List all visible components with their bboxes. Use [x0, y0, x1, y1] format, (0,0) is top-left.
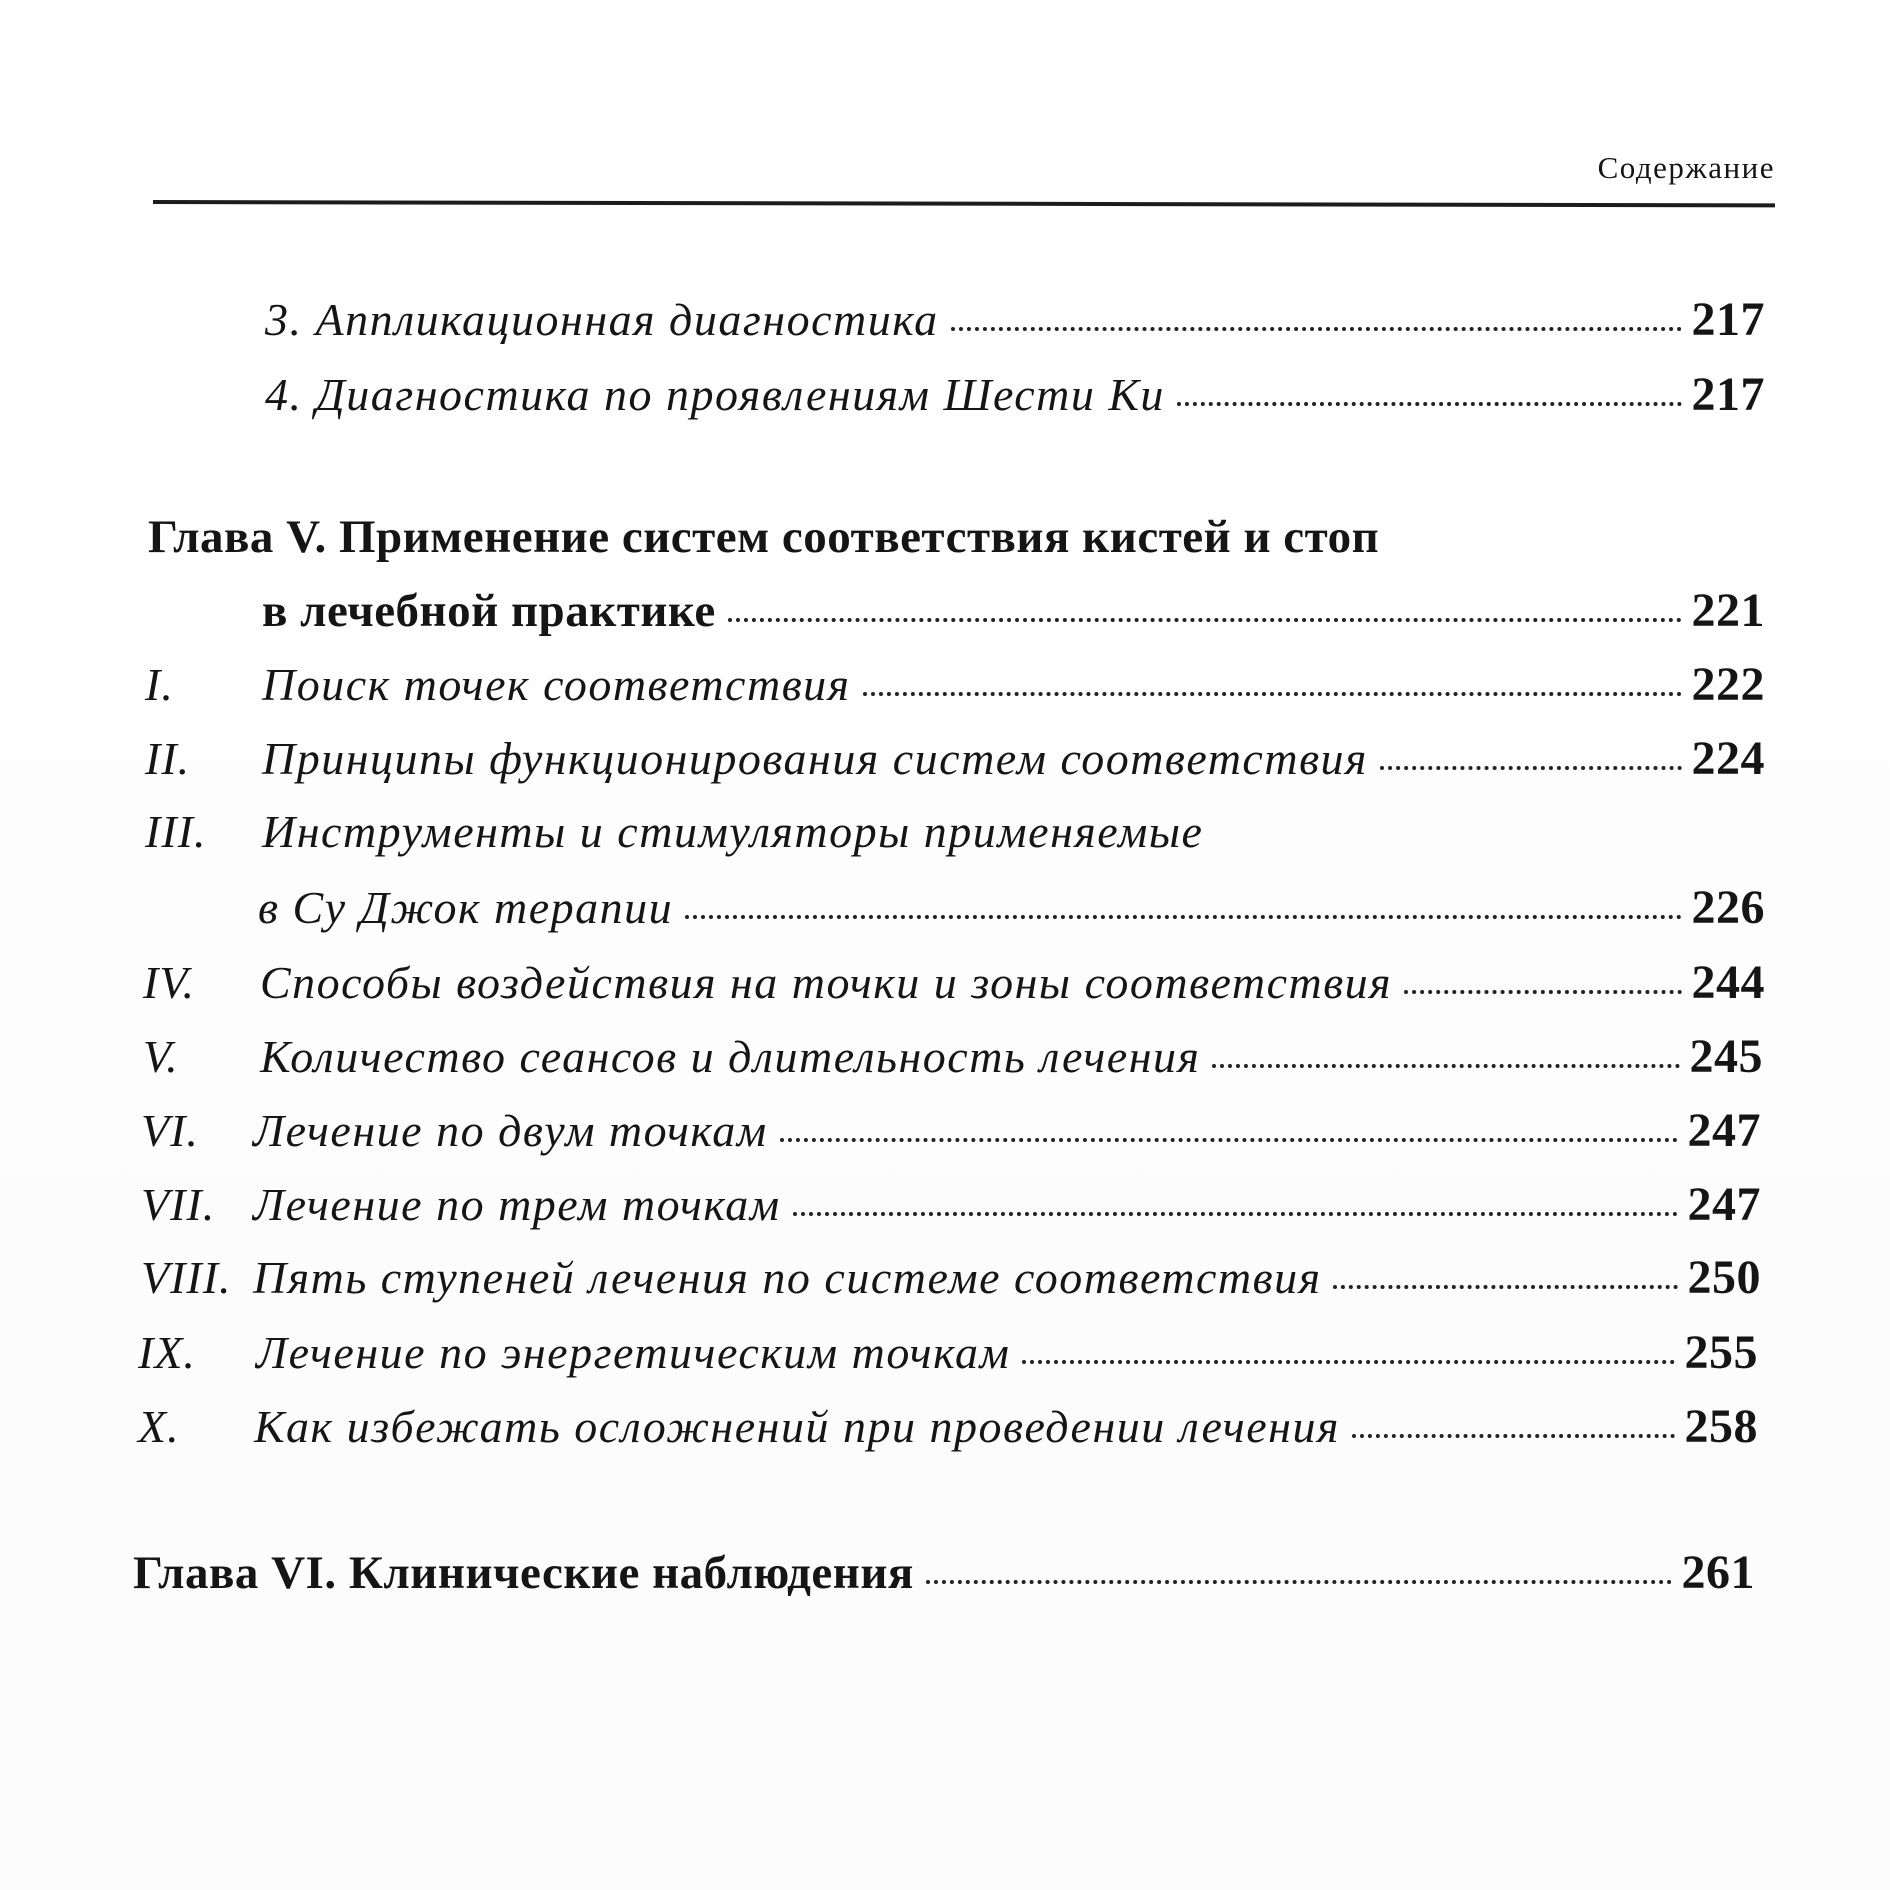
dot-leader — [780, 1138, 1678, 1142]
roman-numeral: VI. — [141, 1105, 199, 1156]
toc-entry — [145, 731, 1765, 786]
toc-entry — [141, 1177, 1761, 1232]
chapter-page: 221 — [1691, 584, 1765, 637]
toc-entry-title: Лечение по двум точкам — [253, 1105, 768, 1156]
roman-numeral: X. — [138, 1401, 180, 1452]
toc-entry-page: 247 — [1687, 1104, 1761, 1157]
toc-entry-title: Инструменты и стимуляторы применяемые — [262, 806, 1204, 857]
dot-leader — [728, 618, 1682, 622]
dot-leader — [1177, 402, 1682, 406]
toc-entry-title: Как избежать осложнений при проведении лечения — [254, 1401, 1340, 1452]
dot-leader — [1380, 766, 1682, 770]
dot-leader — [863, 692, 1682, 696]
dot-leader — [1333, 1285, 1677, 1289]
roman-numeral: I. — [145, 659, 174, 710]
chapter-page: 261 — [1681, 1546, 1755, 1599]
chapter-title: Глава V. Применение систем соответствия кистей и стоп — [148, 511, 1380, 563]
header-rule — [153, 200, 1775, 207]
toc-entry-title: 3. Аппликационная диагностика — [265, 294, 939, 345]
roman-numeral: IV. — [143, 957, 195, 1008]
roman-numeral: VIII. — [141, 1252, 232, 1303]
toc-entry-page: 247 — [1687, 1178, 1761, 1231]
toc-entry-page: 217 — [1691, 368, 1765, 421]
toc-entry-continued — [258, 880, 1765, 935]
chapter-heading — [133, 1545, 1755, 1600]
toc-entry-title: Принципы функционирования систем соответствия — [262, 733, 1368, 784]
dot-leader — [1212, 1064, 1679, 1068]
roman-numeral: III. — [145, 806, 207, 857]
toc-entry — [265, 292, 1765, 347]
toc-entry-page: 255 — [1684, 1326, 1758, 1379]
chapter-heading — [148, 510, 1768, 564]
roman-numeral: IX. — [138, 1327, 196, 1378]
toc-entry-title: Поиск точек соответствия — [262, 659, 851, 710]
toc-entry-page: 244 — [1691, 956, 1765, 1009]
running-head: Содержание — [1597, 150, 1775, 185]
toc-entry-page: 245 — [1689, 1030, 1763, 1083]
toc-entry — [143, 1029, 1763, 1084]
toc-entry-page: 250 — [1687, 1251, 1761, 1304]
dot-leader — [793, 1212, 1678, 1216]
roman-numeral: V. — [143, 1031, 179, 1082]
dot-leader — [951, 327, 1682, 331]
toc-entry — [265, 367, 1765, 422]
toc-entry-title: Лечение по энергетическим точкам — [256, 1327, 1011, 1378]
roman-numeral: VII. — [141, 1179, 216, 1230]
dot-leader — [926, 1580, 1672, 1584]
toc-entry — [145, 805, 1765, 858]
toc-entry-title-line2: в Су Джок терапии — [258, 882, 674, 933]
toc-entry-title: Пять ступеней лечения по системе соответствия — [253, 1252, 1322, 1303]
toc-entry-page: 258 — [1684, 1400, 1758, 1453]
toc-entry — [138, 1325, 1758, 1380]
toc-entry-title: Способы воздействия на точки и зоны соответствия — [260, 957, 1393, 1008]
toc-entry — [138, 1399, 1758, 1454]
roman-numeral: II. — [145, 733, 191, 784]
toc-entry-page: 226 — [1691, 881, 1765, 934]
toc-entry-title: Количество сеансов и длительность лечения — [260, 1031, 1201, 1082]
dot-leader — [1022, 1360, 1674, 1364]
toc-entry — [141, 1103, 1761, 1158]
toc-entry — [143, 955, 1765, 1010]
toc-entry-page: 224 — [1691, 732, 1765, 785]
toc-entry — [141, 1250, 1761, 1305]
chapter-heading-continued — [262, 583, 1765, 638]
toc-entry — [145, 657, 1765, 712]
dot-leader — [1352, 1434, 1675, 1438]
toc-entry-title: Лечение по трем точкам — [253, 1179, 781, 1230]
chapter-title: Глава VI. Клинические наблюдения — [133, 1547, 914, 1599]
dot-leader — [685, 915, 1681, 919]
toc-entry-page: 222 — [1691, 658, 1765, 711]
toc-entry-page: 217 — [1691, 293, 1765, 346]
dot-leader — [1404, 990, 1681, 994]
toc-entry-title: 4. Диагностика по проявлениям Шести Ки — [265, 369, 1165, 420]
chapter-title-line2: в лечебной практике — [262, 585, 716, 637]
